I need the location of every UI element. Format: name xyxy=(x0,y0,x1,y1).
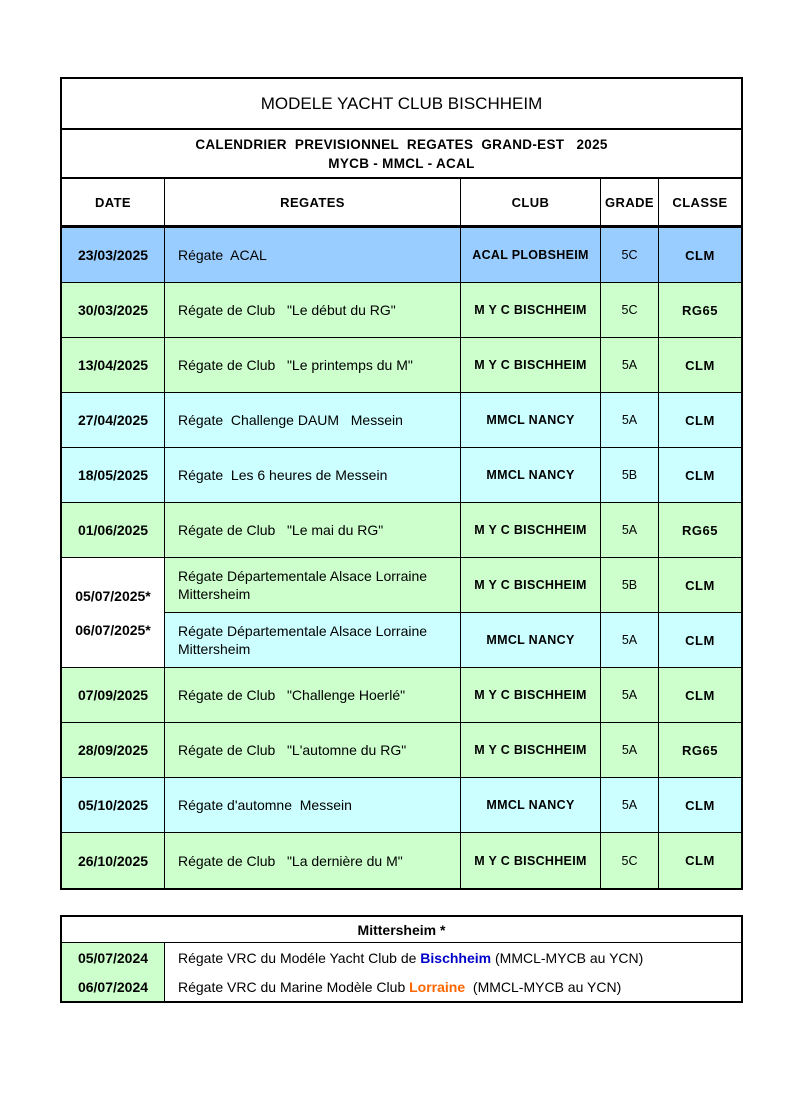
regate-cell: Régate de Club "Le printemps du M" xyxy=(165,338,461,392)
event-highlight: Lorraine xyxy=(409,978,466,995)
regate-cell: Régate de Club "L'automne du RG" xyxy=(165,723,461,777)
event-description xyxy=(165,972,621,1001)
classe-cell: CLM xyxy=(659,613,741,667)
table-row xyxy=(62,393,741,448)
grade-cell: 5A xyxy=(601,503,659,557)
club-cell: ACAL PLOBSHEIM xyxy=(461,228,601,282)
date-cell: 23/03/2025 xyxy=(62,228,165,282)
grade-cell: 5A xyxy=(601,668,659,722)
event-text-after: (MMCL-MYCB au YCN) xyxy=(491,949,644,966)
grade-cell: 5C xyxy=(601,228,659,282)
grade-cell: 5A xyxy=(601,393,659,447)
header-grade: GRADE xyxy=(601,179,659,225)
classe-cell: CLM xyxy=(659,393,741,447)
table-row xyxy=(62,778,741,833)
header-classe: CLASSE xyxy=(672,194,728,210)
regate-line-1: Régate Départementale Alsace Lorraine xyxy=(178,568,428,584)
regate-line-2: Mittersheim xyxy=(178,641,251,657)
table-header xyxy=(62,179,741,228)
club-cell: M Y C BISCHHEIM xyxy=(461,833,601,888)
regate-cell: Régate d'automne Messein xyxy=(165,778,461,832)
date-cell: 18/05/2025 xyxy=(62,448,165,502)
date-cell: 05/10/2025 xyxy=(62,778,165,832)
grade-cell: 5A xyxy=(601,723,659,777)
regate-cell: Régate Challenge DAUM Messein xyxy=(165,393,461,447)
group-dates xyxy=(62,558,165,667)
classe-cell: RG65 xyxy=(659,503,741,557)
date-cell: 26/10/2025 xyxy=(62,833,165,888)
regate-cell: Régate Les 6 heures de Messein xyxy=(165,448,461,502)
table-row xyxy=(62,448,741,503)
regate-cell: Régate de Club "La dernière du M" xyxy=(165,833,461,888)
date-cell: 13/04/2025 xyxy=(62,338,165,392)
classe-cell: CLM xyxy=(659,228,741,282)
event-text: Régate VRC du Marine Modèle Club xyxy=(178,978,410,995)
date-cell: 30/03/2025 xyxy=(62,283,165,337)
grade-cell: 5A xyxy=(601,613,659,667)
grade-cell: 5C xyxy=(601,833,659,888)
club-cell: MMCL NANCY xyxy=(461,448,601,502)
date-cell: 27/04/2025 xyxy=(62,393,165,447)
group-subrows xyxy=(165,558,741,667)
table-body-top xyxy=(62,228,741,558)
subtitle-line-1: CALENDRIER PREVISIONNEL REGATES GRAND-EST 2025 xyxy=(195,136,608,152)
event-date: 06/07/2024 xyxy=(62,972,165,1001)
header-date: DATE xyxy=(62,179,165,225)
classe-cell: CLM xyxy=(659,833,741,888)
club-title: MODELE YACHT CLUB BISCHHEIM xyxy=(62,79,741,130)
list-item xyxy=(62,943,741,972)
grade-cell: 5A xyxy=(601,338,659,392)
table-row xyxy=(165,558,741,613)
event-text: Régate VRC du Modéle Yacht Club de xyxy=(178,949,421,966)
classe-cell: CLM xyxy=(659,338,741,392)
table-row xyxy=(62,723,741,778)
header-regates: REGATES xyxy=(165,179,461,225)
group-date-2: 06/07/2025* xyxy=(75,621,151,638)
club-cell: M Y C BISCHHEIM xyxy=(461,283,601,337)
grade-cell: 5B xyxy=(601,448,659,502)
table-row xyxy=(165,613,741,667)
event-highlight: Bischheim xyxy=(420,949,492,966)
club-cell: M Y C BISCHHEIM xyxy=(461,558,601,612)
regate-cell: Régate de Club "Challenge Hoerlé" xyxy=(165,668,461,722)
subtitle-line-2: MYCB - MMCL - ACAL xyxy=(328,155,475,171)
grade-cell: 5A xyxy=(601,778,659,832)
club-cell: M Y C BISCHHEIM xyxy=(461,503,601,557)
table-row-group xyxy=(62,558,741,668)
classe-cell: CLM xyxy=(659,448,741,502)
table-row xyxy=(62,833,741,888)
table-row xyxy=(62,503,741,558)
table-row xyxy=(62,228,741,283)
regate-line-1: Régate Départementale Alsace Lorraine xyxy=(178,623,428,639)
calendar-table xyxy=(60,77,743,890)
table-row xyxy=(62,283,741,338)
classe-cell: RG65 xyxy=(659,723,741,777)
table-body-bottom xyxy=(62,668,741,888)
event-date: 05/07/2024 xyxy=(62,943,165,972)
club-cell: M Y C BISCHHEIM xyxy=(461,338,601,392)
club-cell: M Y C BISCHHEIM xyxy=(461,668,601,722)
regate-cell: Régate de Club "Le début du RG" xyxy=(165,283,461,337)
date-cell: 07/09/2025 xyxy=(62,668,165,722)
mittersheim-title: Mittersheim * xyxy=(62,917,741,943)
grade-cell: 5B xyxy=(601,558,659,612)
classe-cell: CLM xyxy=(659,668,741,722)
date-cell: 01/06/2025 xyxy=(62,503,165,557)
header-club: CLUB xyxy=(461,179,601,225)
classe-cell: CLM xyxy=(659,558,741,612)
mittersheim-table xyxy=(60,915,743,1003)
classe-cell: CLM xyxy=(659,778,741,832)
date-cell: 28/09/2025 xyxy=(62,723,165,777)
grade-cell: 5C xyxy=(601,283,659,337)
regate-cell xyxy=(165,613,461,667)
event-text-after: (MMCL-MYCB au YCN) xyxy=(465,978,622,995)
club-cell: MMCL NANCY xyxy=(461,393,601,447)
table-row xyxy=(62,668,741,723)
classe-cell: RG65 xyxy=(659,283,741,337)
regate-cell xyxy=(165,558,461,612)
regate-cell: Régate de Club "Le mai du RG" xyxy=(165,503,461,557)
group-date-1: 05/07/2025* xyxy=(75,587,151,604)
event-description xyxy=(165,943,643,972)
regate-cell: Régate ACAL xyxy=(165,228,461,282)
club-cell: MMCL NANCY xyxy=(461,613,601,667)
calendar-subtitle xyxy=(62,130,741,179)
club-cell: MMCL NANCY xyxy=(461,778,601,832)
regate-line-2: Mittersheim xyxy=(178,586,251,602)
list-item xyxy=(62,972,741,1001)
club-cell: M Y C BISCHHEIM xyxy=(461,723,601,777)
table-row xyxy=(62,338,741,393)
